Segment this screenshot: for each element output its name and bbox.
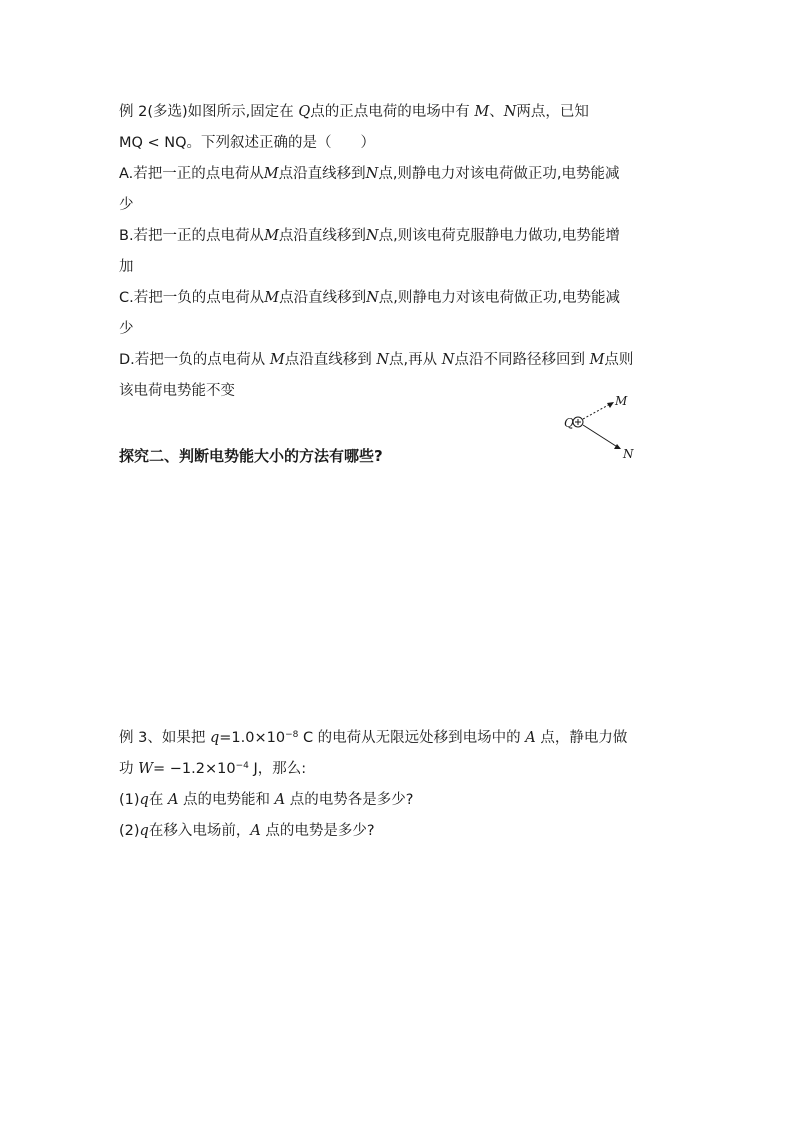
option-c-line1: C.若把一负的点电荷从M点沿直线移到N点,则静电力对该电荷做正功,电势能减 [119,290,620,306]
option-d-line2: 该电荷电势能不变 [119,383,235,399]
example3-question1: (1)q在 A 点的电势能和 A 点的电势各是多少? [119,792,414,808]
charge-field-diagram [560,388,640,468]
option-c-line2: 少 [119,321,134,337]
example3-question2: (2)q在移入电场前，A 点的电势是多少? [119,823,375,839]
figure-label-n: N [623,447,634,461]
option-b-line2: 加 [119,259,134,275]
example3-line2: 功 $W= -1.2\times 10^{-4}$ J，那么: [119,761,307,777]
section2-title: 探究二、判断电势能大小的方法有哪些? [119,447,383,465]
option-d-line1: D.若把一负的点电荷从 M点沿直线移到 N点,再从 N点沿不同路径移回到 M点则 [119,352,634,368]
option-a-line2: 少 [119,197,134,213]
example2-stem-line2: MQ < NQ。下列叙述正确的是（ ） [119,135,376,151]
example3-line1: 例 3、如果把 $q=1.0\times 10^{-8}$ C 的电荷从无限远处移到电场中的 A 点，静电力做 [119,730,628,746]
arrow-to-n [614,444,621,449]
line-q-to-m [583,403,612,419]
option-a-line1: A.若把一正的点电荷从M点沿直线移到N点,则静电力对该电荷做正功,电势能减 [119,166,620,182]
figure-label-m: M [615,394,628,408]
line-q-to-n [583,425,619,448]
example2-stem-line1: 例 2(多选)如图所示,固定在 Q点的正点电荷的电场中有 M、N两点，已知 [119,104,589,120]
figure-label-q: Q [564,416,574,430]
option-b-line1: B.若把一正的点电荷从M点沿直线移到N点,则该电荷克服静电力做功,电势能增 [119,228,620,244]
